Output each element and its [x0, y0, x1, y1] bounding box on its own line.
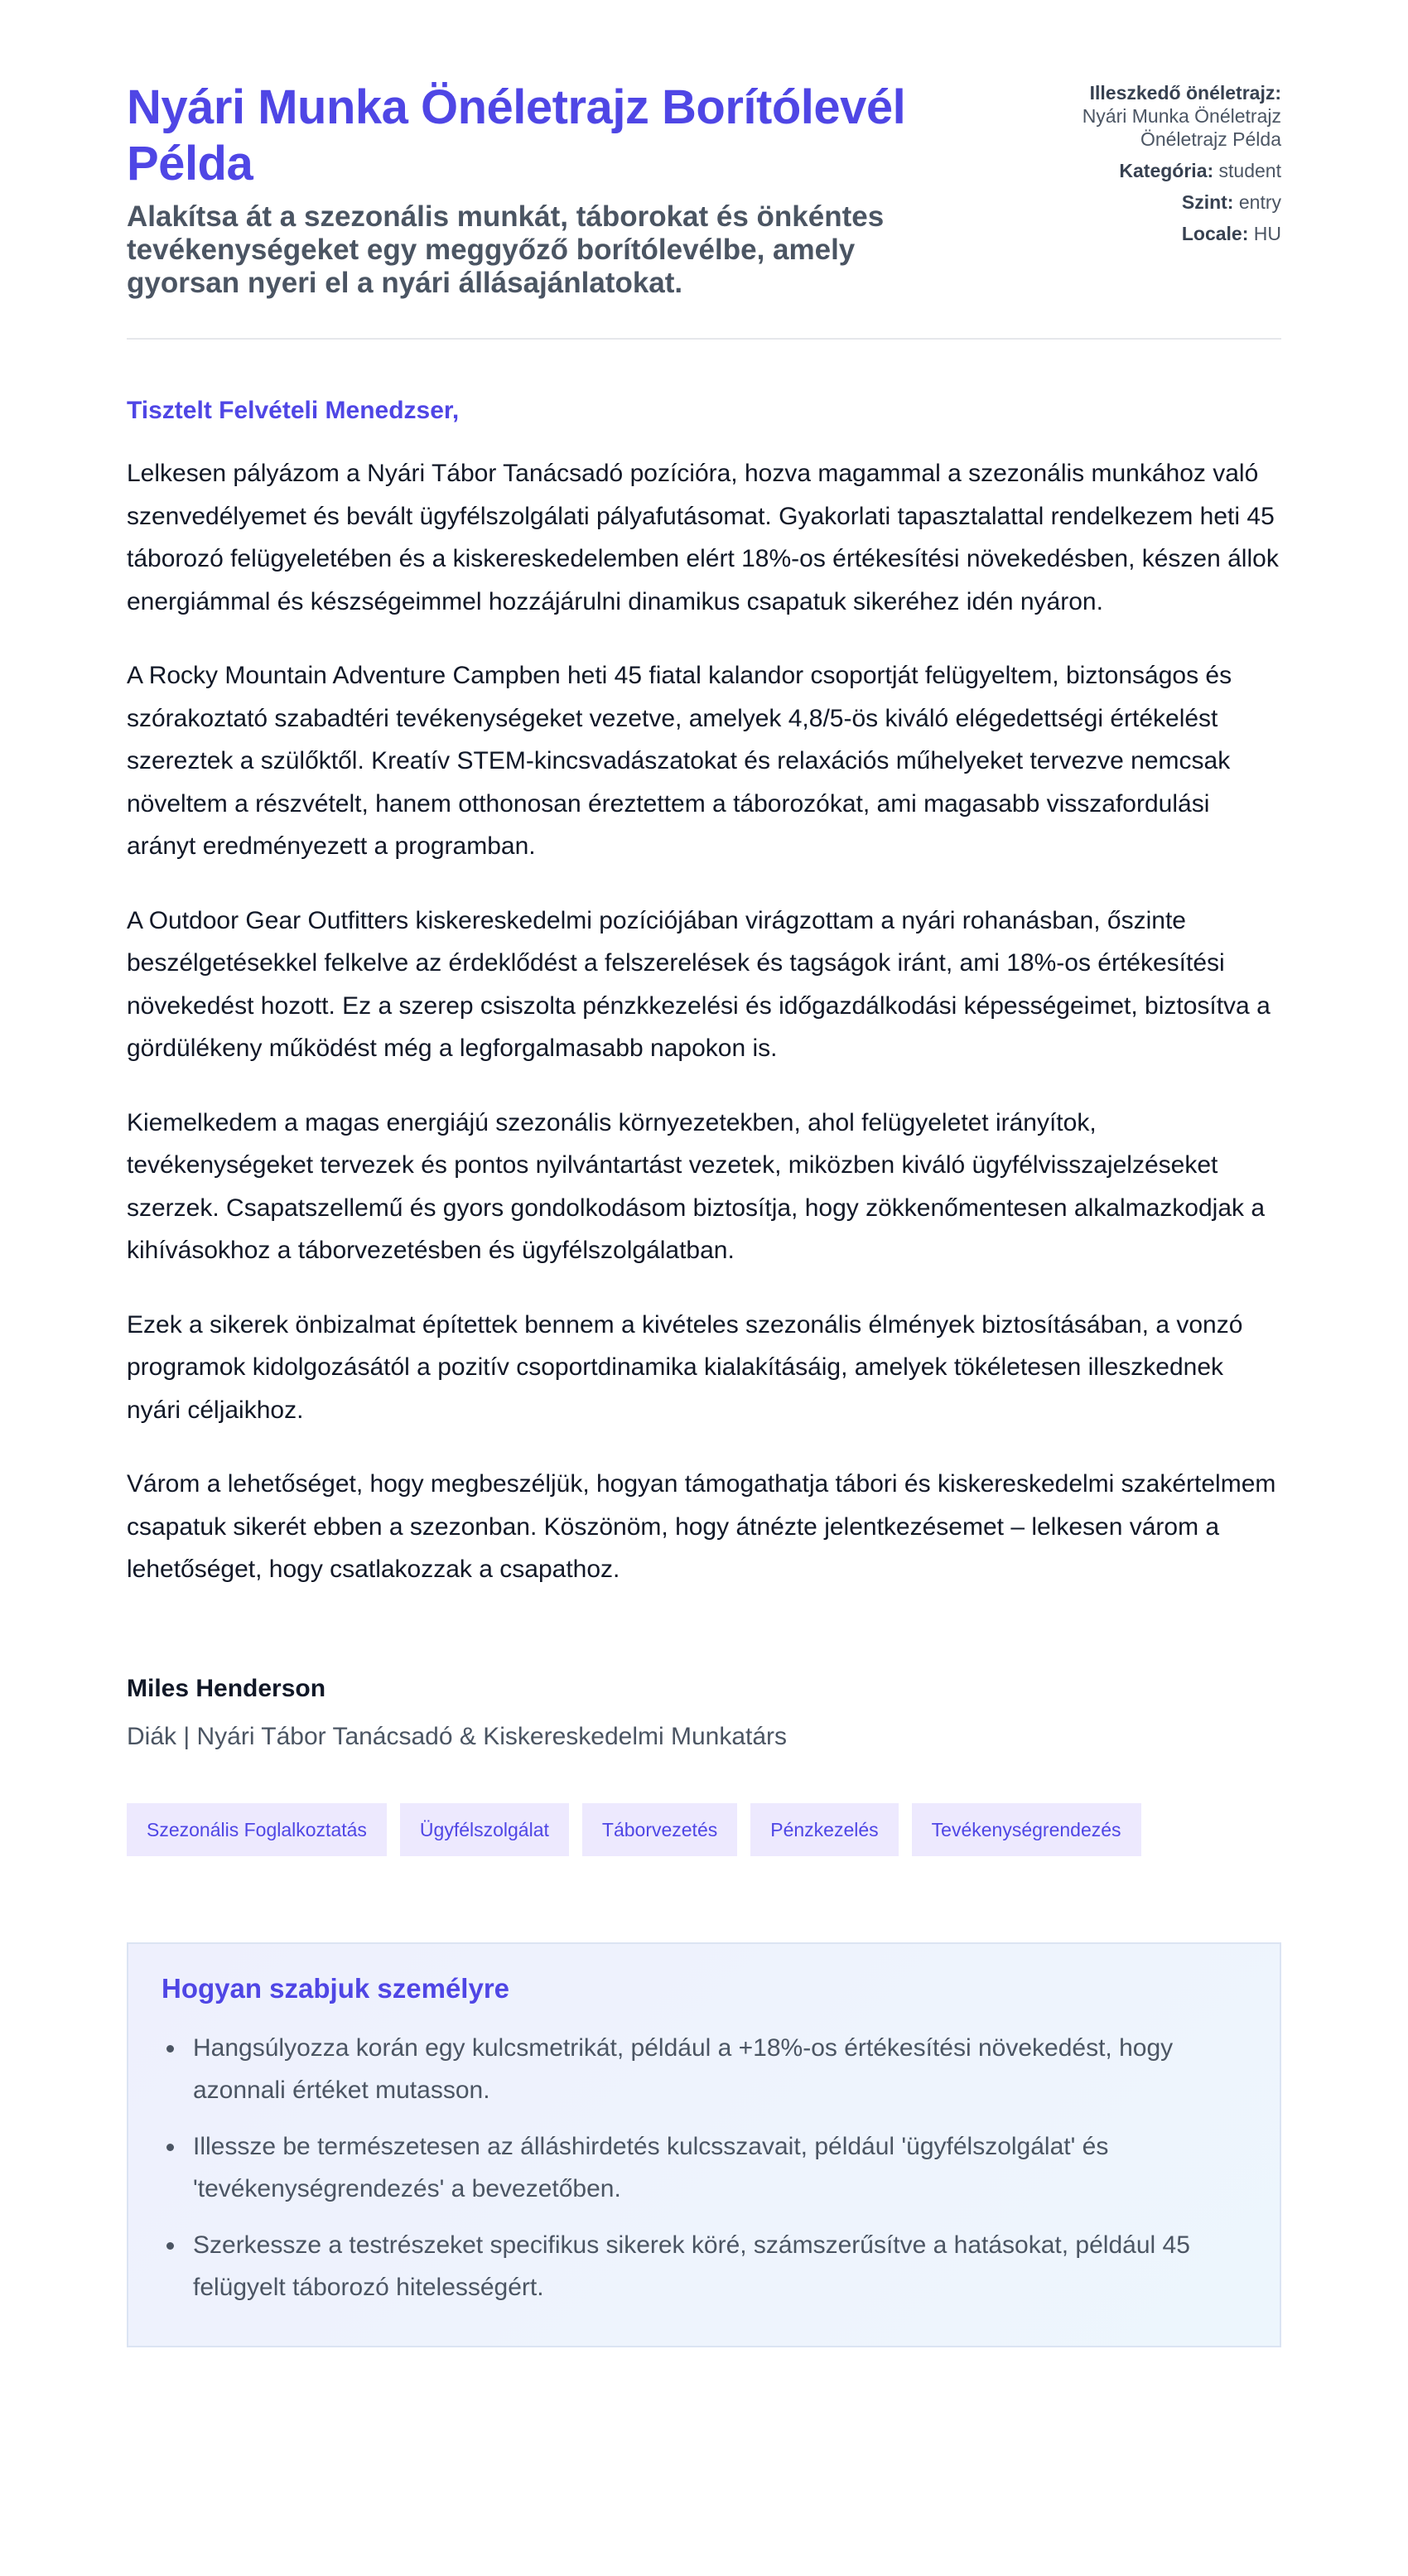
letter-paragraph: Várom a lehetőséget, hogy megbeszéljük, hogyan támogathatja tábori és kiskereskedelmi szakértelmem csapatuk sikerét ebben a szezonban. Köszönöm, hogy átnézte jelentkezésemet – lelkesen várom a lehetőséget, hogy csatlakozzak a csapathoz.: [127, 1470, 1276, 1583]
meta-level-label: Szint:: [1181, 191, 1234, 213]
skill-tags: [127, 1803, 1281, 1856]
skill-tag: Szezonális Foglalkoztatás: [127, 1803, 387, 1856]
skill-tag: Tevékenységrendezés: [912, 1803, 1141, 1856]
meta-resume-value: Nyári Munka Önéletrajz Önéletrajz Példa: [1082, 105, 1281, 150]
document-header: [127, 80, 1281, 340]
tips-title: Hogyan szabjuk személyre: [162, 1972, 510, 2004]
meta-locale-value: HU: [1253, 223, 1281, 244]
meta-locale: [1008, 222, 1281, 245]
tips-list: [162, 2027, 1246, 2309]
letter-paragraph: A Outdoor Gear Outfitters kiskereskedelmi pozíciójában virágzottam a nyári rohanásban, őszinte beszélgetésekkel felkelve az érdeklődést a felszerelések és tagságok iránt, ami 18%-os értékesítési növekedést hozott. Ez a szerep csiszolta pénzkkezelési és időgazdálkodási képességeimet, biztosítva a gördülékeny működést még a legforgalmasabb napokon is.: [127, 906, 1271, 1062]
meta-category: [1008, 159, 1281, 182]
document-meta: [1008, 80, 1281, 253]
letter-paragraph: Kiemelkedem a magas energiájú szezonális környezetekben, ahol felügyeletet irányítok, tevékenységeket tervezek és pontos nyilvántartást vezetek, miközben kiváló ügyfélvisszajelzéseket szerzek. Csapatszellemű és gyors gondolkodásom biztosítja, hogy zökkenőmentesen alkalmazkodjak a kihívásokhoz a táborvezetésben és ügyfélszolgálatban.: [127, 1108, 1266, 1264]
letter-paragraph: A Rocky Mountain Adventure Campben heti 45 fiatal kalandor csoportját felügyeltem, biztonságos és szórakoztató szabadtéri tevékenységeket vezetve, amelyek 4,8/5-ös kiváló elégedettségi értékelést szereztek a szülőktől. Kreatív STEM-kincsvadászatokat és relaxációs műhelyeket tervezve nemcsak növeltem a részvételt, hanem otthonosan éreztettem a táborozókat, ami magasabb visszafordulási arányt eredményezett a programban.: [127, 662, 1232, 860]
meta-level-value: entry: [1238, 191, 1281, 213]
letter-paragraph: Lelkesen pályázom a Nyári Tábor Tanácsadó pozícióra, hozva magammal a szezonális munkához való szenvedélyemet és bevált ügyfélszolgálati pályafutásomat. Gyakorlati tapasztalattal rendelkezem heti 45 táborozó felügyeletében és a kiskereskedelemben elért 18%-os értékesítési növekedésben, készen állok energiámmal és készségeimmel hozzájárulni dinamikus csapatuk sikeréhez idén nyáron.: [127, 460, 1279, 615]
meta-category-label: Kategória:: [1119, 160, 1214, 181]
tips-list-item: Hangsúlyozza korán egy kulcsmetrikát, például a +18%-os értékesítési növekedést, hogy azonnali értéket mutasson.: [193, 2027, 1246, 2112]
skill-tag: Ügyfélszolgálat: [400, 1803, 569, 1856]
tips-list-item: Illessze be természetesen az álláshirdetés kulcsszavait, például 'ügyfélszolgálat' és 'tevékenységrendezés' a bevezetőben.: [193, 2125, 1246, 2211]
signature-role: Diák | Nyári Tábor Tanácsadó & Kiskereskedelmi Munkatárs: [127, 1722, 788, 1750]
skill-tag: Pénzkezelés: [750, 1803, 898, 1856]
meta-level: [1008, 191, 1281, 214]
tips-list-item: Szerkessze a testrészeket specifikus sikerek köré, számszerűsítve a hatásokat, például 45 felügyelt táborozó hitelességért.: [193, 2224, 1246, 2309]
letter-salutation: Tisztelt Felvételi Menedzser,: [127, 397, 460, 424]
signature-block: [127, 1674, 1281, 1752]
letter-body: [127, 396, 1281, 1591]
meta-resume-label: Illeszkedő önéletrajz:: [1089, 82, 1281, 104]
page-title: Nyári Munka Önéletrajz Borítólevél Példa: [127, 80, 906, 191]
meta-resume: [1008, 81, 1281, 151]
skill-tag: Táborvezetés: [582, 1803, 737, 1856]
page-subtitle: Alakítsa át a szezonális munkát, táborokat és önkéntes tevékenységeket egy meggyőző borítólevélbe, amely gyorsan nyeri el a nyári állásajánlatokat.: [127, 200, 885, 299]
letter-paragraph: Ezek a sikerek önbizalmat építettek bennem a kivételes szezonális élmények biztosításában, a vonzó programok kidolgozásától a pozitív csoportdinamika kialakításáig, amelyek tökéletesen illeszkednek nyári céljaikhoz.: [127, 1310, 1243, 1424]
customization-tips-box: [127, 1942, 1281, 2347]
header-titles: [127, 80, 955, 300]
signature-name: Miles Henderson: [127, 1674, 326, 1702]
meta-locale-label: Locale:: [1181, 223, 1249, 244]
meta-category-value: student: [1218, 160, 1281, 181]
